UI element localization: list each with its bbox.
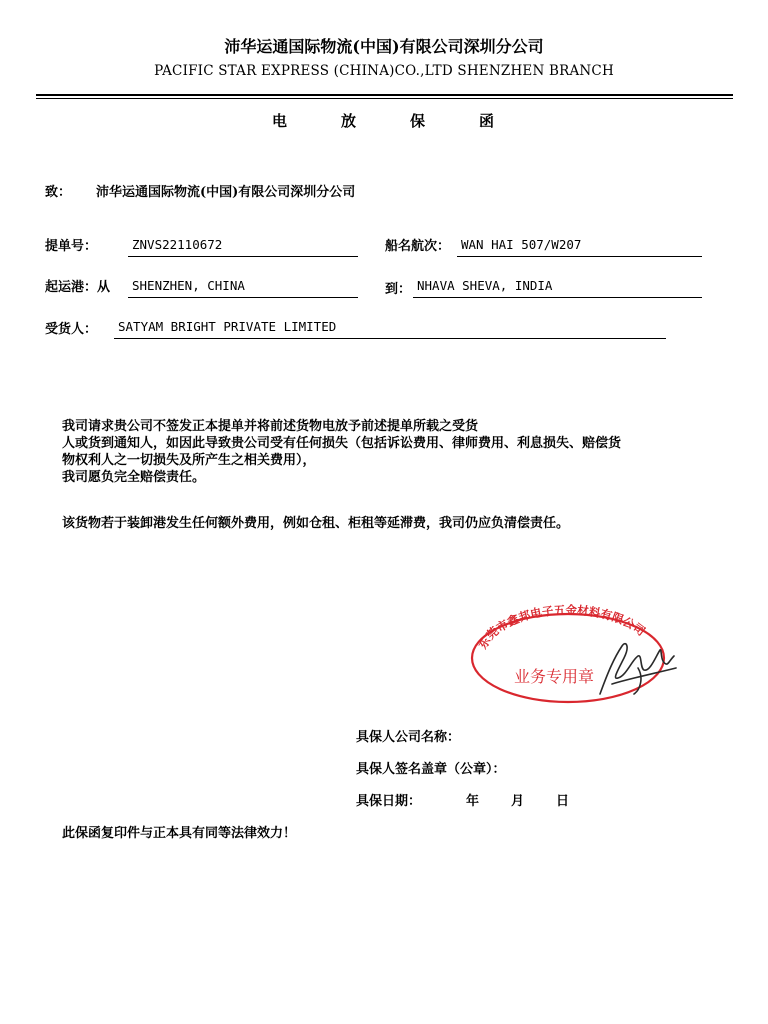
- port-of-loading-field: [128, 277, 358, 298]
- guarantee-line: 我司请求贵公司不签发正本提单并将前述货物电放予前述提单所载之受货: [62, 419, 479, 434]
- guarantee-paragraph: [62, 418, 722, 486]
- consignee-field: [114, 318, 666, 339]
- document-title: [0, 110, 768, 131]
- guarantee-line: 我司愿负完全赔偿责任。: [62, 470, 206, 485]
- extra-charges-paragraph: 该货物若于装卸港发生任何额外费用，例如仓租、柜租等延滞费，我司仍应负清偿责任。: [62, 516, 570, 531]
- title-char: 函: [479, 112, 497, 130]
- vessel-voyage-field: [457, 236, 702, 257]
- title-char: 保: [410, 112, 428, 130]
- addressee-value: 沛华运通国际物流(中国)有限公司深圳分公司: [96, 185, 356, 200]
- port-of-discharge-field: [413, 277, 702, 298]
- header-divider-thin: [36, 98, 733, 99]
- port-of-discharge-label: 到：: [385, 282, 412, 297]
- bl-number-value: ZNVS22110672: [132, 237, 223, 252]
- company-name-cn: 沛华运通国际物流(中国)有限公司深圳分公司: [224, 37, 544, 56]
- vessel-voyage-label: 船名航次：: [385, 239, 451, 254]
- consignee-value: SATYAM BRIGHT PRIVATE LIMITED: [118, 319, 337, 334]
- stamp-ring-text: 东莞市鑫邦电子五金材料有限公司: [475, 602, 648, 652]
- stamp-center-text: 业务专用章: [513, 667, 595, 686]
- date-month-label: 月: [511, 794, 525, 809]
- port-of-loading-value: SHENZHEN, CHINA: [132, 278, 245, 293]
- port-of-discharge-value: NHAVA SHEVA, INDIA: [417, 278, 553, 293]
- guarantor-company-label: 具保人公司名称：: [356, 730, 461, 745]
- date-year-label: 年: [466, 794, 480, 809]
- company-name-en: PACIFIC STAR EXPRESS (CHINA)CO.,LTD SHENZHEN BRANCH: [154, 63, 614, 79]
- handwritten-signature: [600, 644, 676, 694]
- guarantee-line: 物权利人之一切损失及所产生之相关费用），: [62, 453, 316, 468]
- guarantor-signature-label: 具保人签名盖章（公章）：: [356, 762, 506, 777]
- header-divider-thick: [36, 94, 733, 96]
- port-of-loading-label: 起运港：从: [45, 280, 111, 295]
- date-day-label: 日: [556, 794, 570, 809]
- copy-validity-note: 此保函复印件与正本具有同等法律效力！: [62, 826, 297, 841]
- company-stamp-icon: [462, 598, 682, 708]
- bl-number-label: 提单号：: [45, 239, 98, 254]
- title-char: 放: [340, 112, 358, 130]
- guarantee-date-label: 具保日期：: [356, 794, 422, 809]
- consignee-label: 受货人：: [45, 322, 98, 337]
- guarantee-line: 人或货到通知人，如因此导致贵公司受有任何损失（包括诉讼费用、律师费用、利息损失、赔偿货: [62, 436, 622, 451]
- vessel-voyage-value: WAN HAI 507/W207: [461, 237, 582, 252]
- title-char: 电: [271, 112, 289, 130]
- bl-number-field: [128, 236, 358, 257]
- addressee-label: 致：: [45, 185, 72, 200]
